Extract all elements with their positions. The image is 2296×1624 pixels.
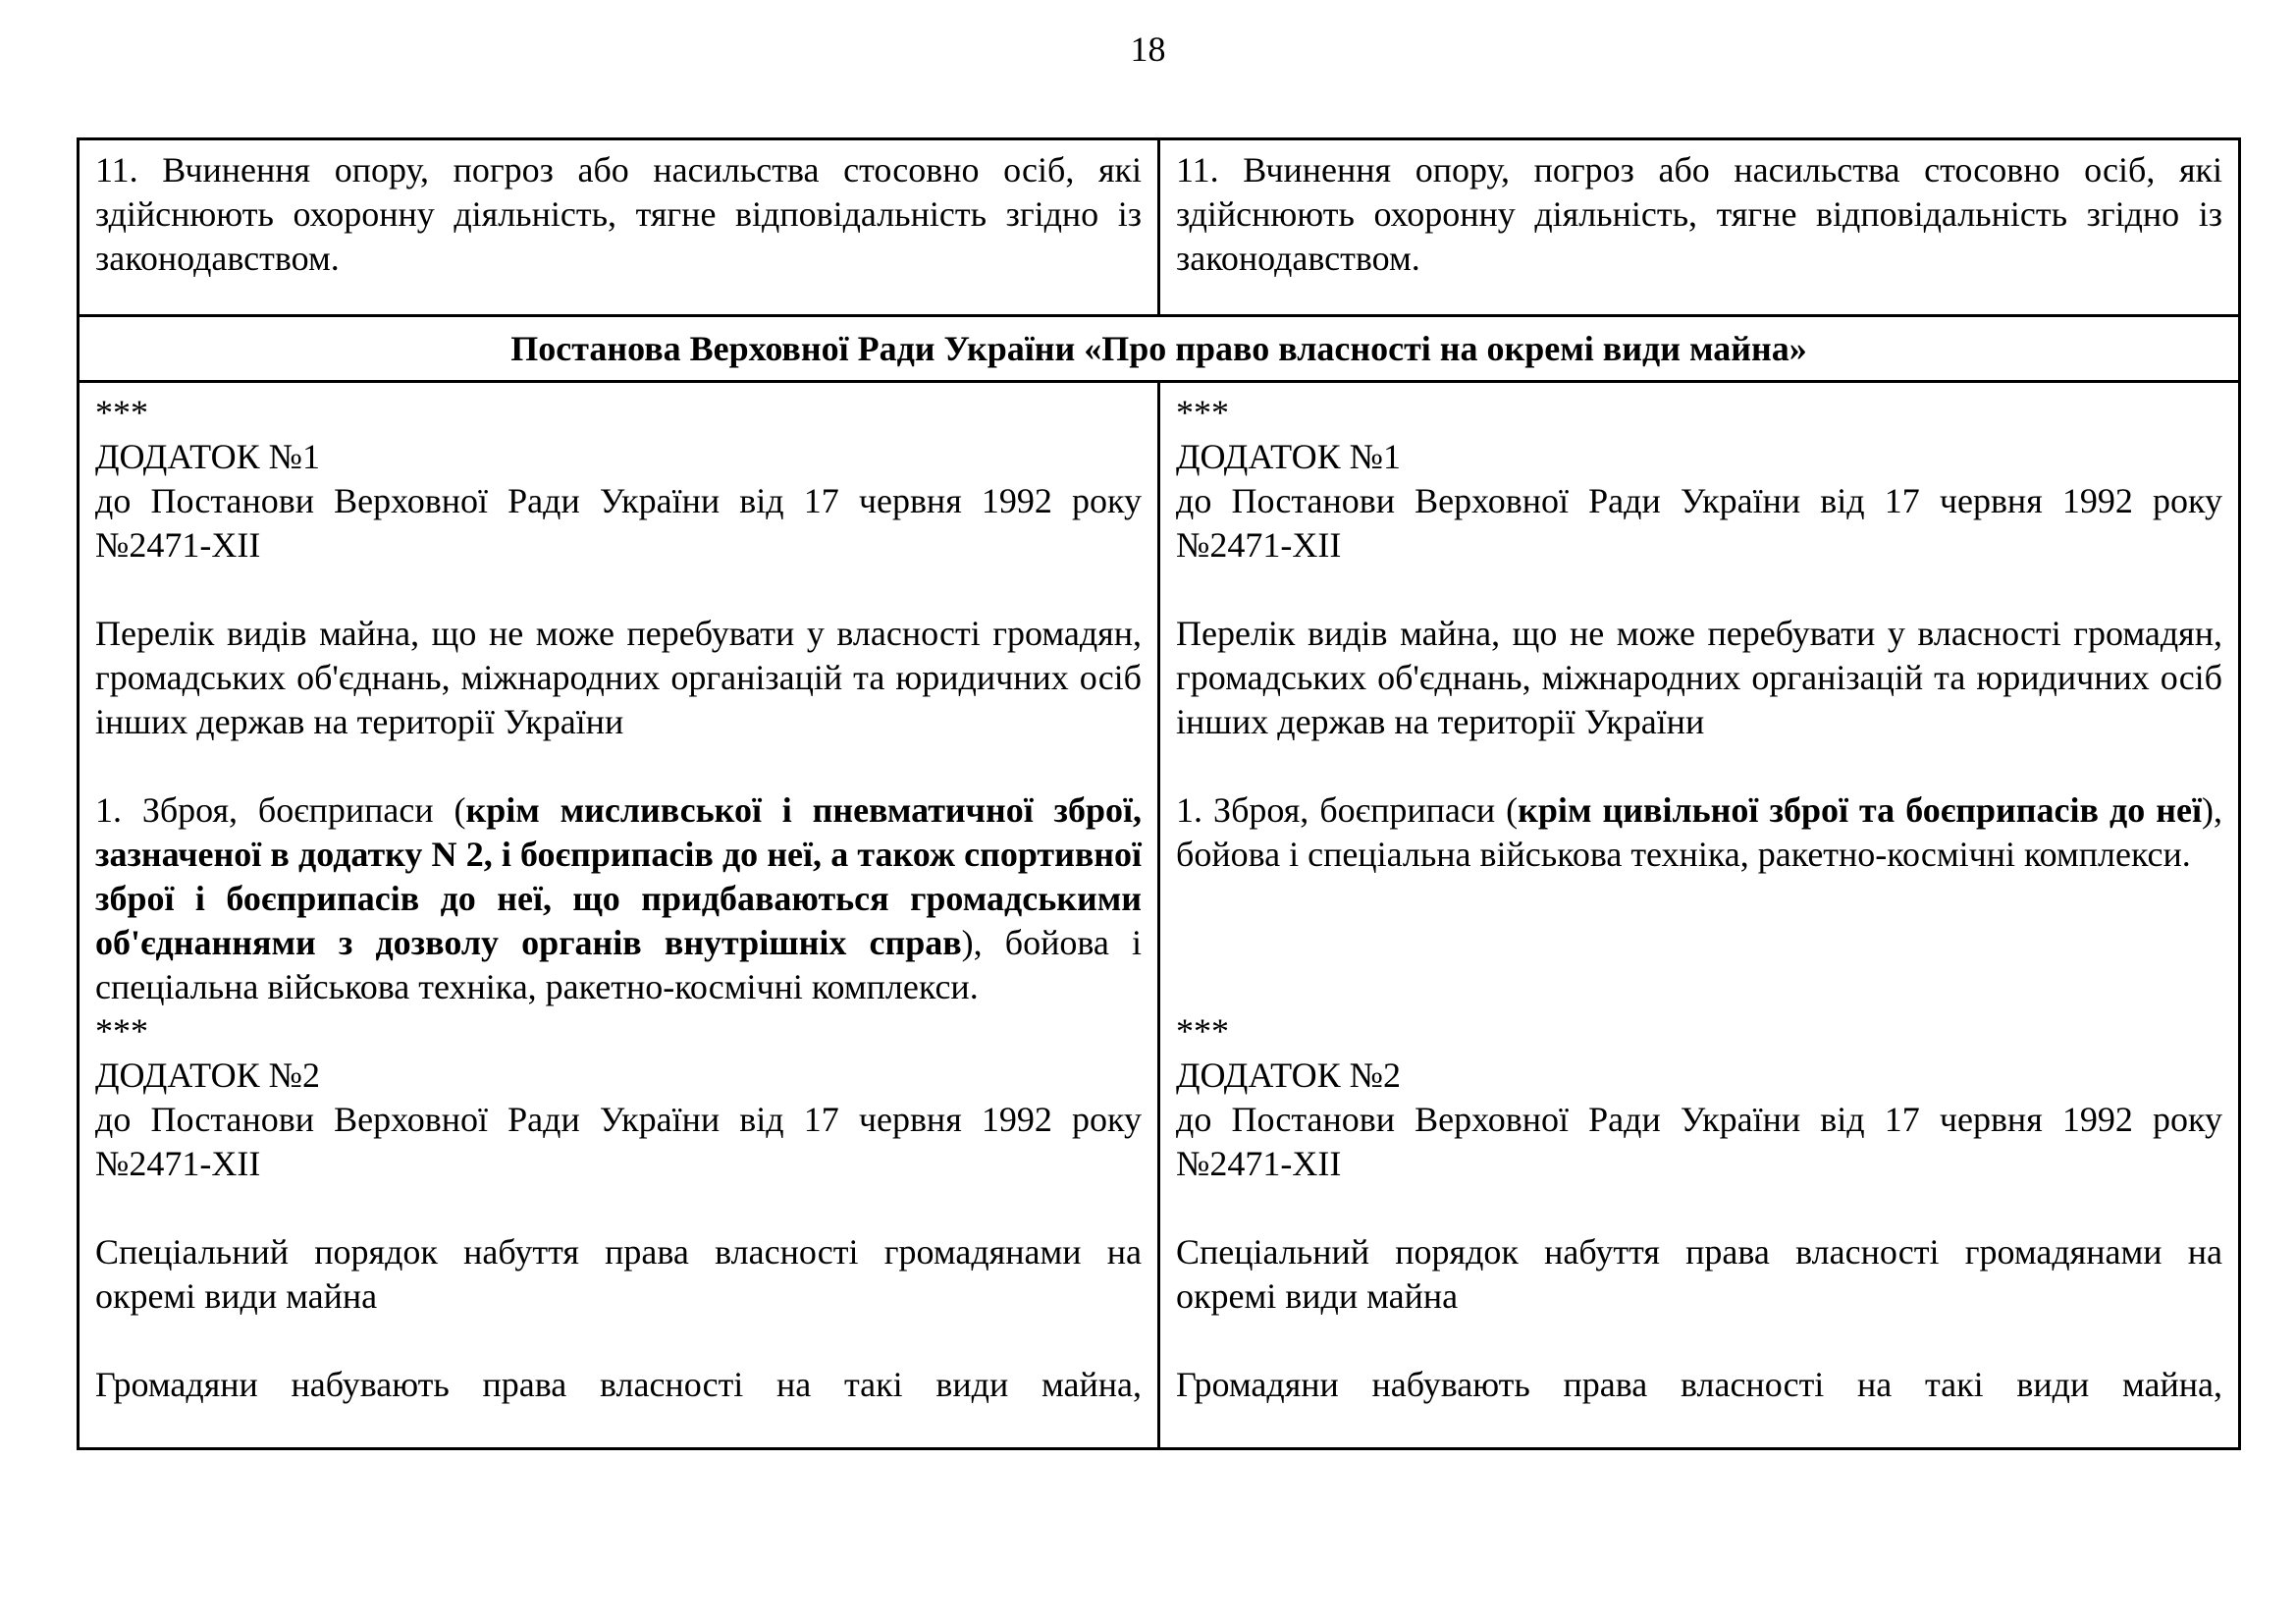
text-run: до Постанови Верховної Ради України від 17 червня 1992 року №2471-XII bbox=[1176, 1100, 2222, 1183]
blank-line bbox=[1176, 1319, 2222, 1363]
text-paragraph bbox=[95, 391, 1142, 435]
text-paragraph bbox=[1176, 1054, 2222, 1098]
text-run: Громадяни набувають права власності на такі види майна, bbox=[95, 1365, 1142, 1404]
cell-main-left bbox=[79, 382, 1159, 1449]
text-paragraph bbox=[1176, 612, 2222, 744]
text-paragraph bbox=[1176, 1363, 2222, 1407]
blank-line bbox=[95, 568, 1142, 612]
text-run: до Постанови Верховної Ради України від 17 червня 1992 року №2471-XII bbox=[95, 481, 1142, 565]
cell-intro-left bbox=[79, 139, 1159, 316]
table-row-header bbox=[79, 316, 2240, 382]
text-run: 1. Зброя, боєприпаси ( bbox=[1176, 790, 1519, 830]
page-number: 18 bbox=[1130, 29, 1166, 69]
text-paragraph bbox=[95, 1098, 1142, 1186]
comparison-table bbox=[77, 137, 2241, 1450]
text-run: ), бойова і спеціальна військова техніка, ракетно-космічні комплекси. bbox=[1176, 790, 2222, 874]
section-header: Постанова Верховної Ради України «Про право власності на окремі види майна» bbox=[79, 316, 2240, 382]
text-paragraph bbox=[95, 479, 1142, 568]
bold-text-run: крім мисливської і пневматичної зброї, зазначеної в додатку N 2, і боєприпасів до неї, а також спортивної зброї і боєприпасів до неї, що придбаваються громадськими об'єднаннями з дозволу органів внутрішніх справ bbox=[95, 790, 1143, 962]
text-paragraph bbox=[95, 612, 1142, 744]
table-row-intro bbox=[79, 139, 2240, 316]
blank-line bbox=[1176, 744, 2222, 788]
cell-intro-right bbox=[1159, 139, 2240, 316]
text-paragraph bbox=[1176, 1009, 2222, 1054]
text-run: ДОДАТОК №1 bbox=[95, 437, 321, 476]
text-run: *** bbox=[95, 1011, 148, 1051]
text-paragraph bbox=[95, 1363, 1142, 1407]
text-paragraph bbox=[1176, 479, 2222, 568]
text-run: *** bbox=[1176, 393, 1229, 432]
text-run: ДОДАТОК №2 bbox=[1176, 1056, 1402, 1095]
text-paragraph bbox=[1176, 788, 2222, 877]
text-run: ), бойова і спеціальна військова техніка, ракетно-космічні комплекси. bbox=[95, 923, 1142, 1006]
text-paragraph bbox=[1176, 391, 2222, 435]
text-run: *** bbox=[1176, 1011, 1229, 1051]
text-run: ДОДАТОК №1 bbox=[1176, 437, 1402, 476]
text-paragraph bbox=[95, 1230, 1142, 1319]
text-run: ДОДАТОК №2 bbox=[95, 1056, 321, 1095]
text-run: Перелік видів майна, що не може перебувати у власності громадян, громадських об'єднань, міжнародних організацій та юридичних осіб інших держав на території України bbox=[95, 614, 1142, 741]
blank-line bbox=[1176, 921, 2222, 965]
text-run: Спеціальний порядок набуття права власності громадянами на окремі види майна bbox=[1176, 1232, 2222, 1316]
text-run: до Постанови Верховної Ради України від 17 червня 1992 року №2471-XII bbox=[95, 1100, 1142, 1183]
left-column-content bbox=[95, 391, 1142, 1407]
text-run: до Постанови Верховної Ради України від 17 червня 1992 року №2471-XII bbox=[1176, 481, 2222, 565]
text-paragraph bbox=[95, 1009, 1142, 1054]
table-row-main bbox=[79, 382, 2240, 1449]
bold-text-run: крім цивільної зброї та боєприпасів до неї bbox=[1518, 790, 2202, 830]
text-paragraph bbox=[95, 788, 1142, 1009]
text-run: Перелік видів майна, що не може перебувати у власності громадян, громадських об'єднань, міжнародних організацій та юридичних осіб інших держав на території України bbox=[1176, 614, 2222, 741]
text-run: *** bbox=[95, 393, 148, 432]
blank-line bbox=[95, 744, 1142, 788]
blank-line bbox=[95, 1319, 1142, 1363]
text-paragraph: 11. Вчинення опору, погроз або насильства стосовно осіб, які здійснюють охоронну діяльність, тягне відповідальність згідно із законодавством. bbox=[1176, 150, 2222, 278]
text-run: 1. Зброя, боєприпаси ( bbox=[95, 790, 466, 830]
cell-main-right bbox=[1159, 382, 2240, 1449]
text-paragraph bbox=[95, 435, 1142, 479]
text-run: Спеціальний порядок набуття права власності громадянами на окремі види майна bbox=[95, 1232, 1142, 1316]
text-paragraph bbox=[1176, 1230, 2222, 1319]
blank-line bbox=[1176, 877, 2222, 921]
blank-line bbox=[1176, 965, 2222, 1009]
blank-line bbox=[1176, 1186, 2222, 1230]
text-paragraph bbox=[95, 1054, 1142, 1098]
text-paragraph bbox=[1176, 435, 2222, 479]
blank-line bbox=[1176, 568, 2222, 612]
text-run: Громадяни набувають права власності на такі види майна, bbox=[1176, 1365, 2222, 1404]
right-column-content bbox=[1176, 391, 2222, 1407]
text-paragraph bbox=[1176, 1098, 2222, 1186]
text-paragraph: 11. Вчинення опору, погроз або насильства стосовно осіб, які здійснюють охоронну діяльність, тягне відповідальність згідно із законодавством. bbox=[95, 150, 1142, 278]
blank-line bbox=[95, 1186, 1142, 1230]
